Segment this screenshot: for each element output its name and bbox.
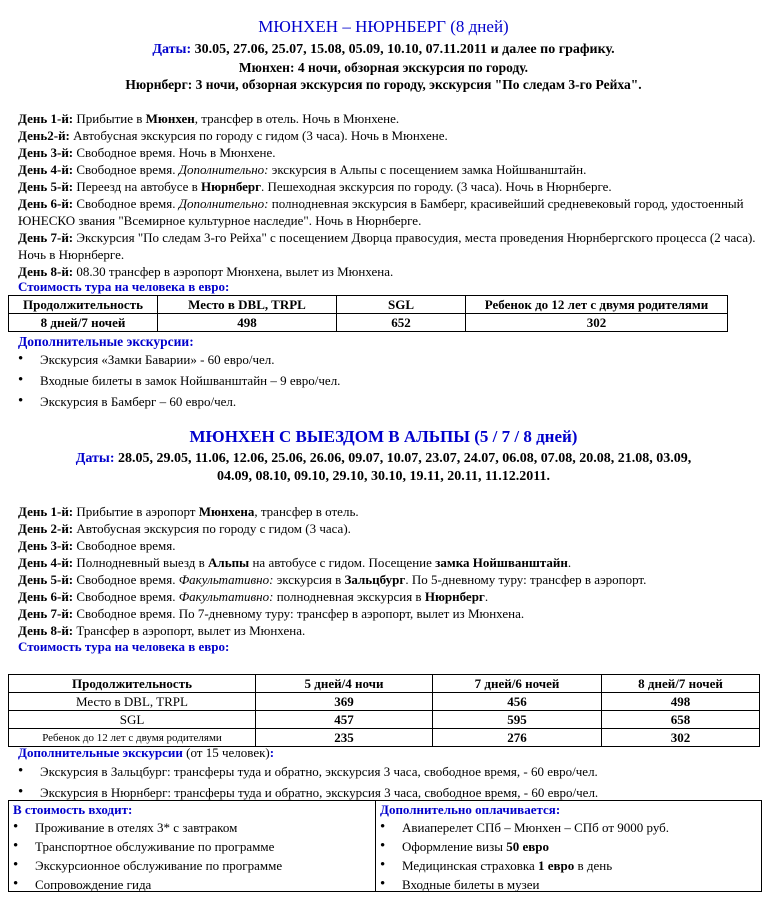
list-item: • Сопровождение гида: [11, 875, 375, 894]
table-cell: 369: [256, 693, 433, 711]
tour2-title: МЮНХЕН С ВЫЕЗДОМ В АЛЬПЫ (5 / 7 / 8 дней): [189, 427, 578, 446]
table-cell: Ребенок до 12 лет с двумя родителями: [9, 729, 256, 747]
day-label: День2-й:: [18, 128, 70, 143]
table-cell: 652: [337, 314, 466, 332]
tour2-price-table: [8, 674, 760, 747]
day-label: День 5-й:: [18, 179, 74, 194]
list-item: • Экскурсия в Нюрнберг: трансферы туда и обратно, экскурсия 3 часа, свободное время, - 60 евро/чел.: [16, 782, 598, 803]
table-header-row: [9, 296, 728, 314]
additional-box: [375, 800, 762, 892]
table-header-cell: Продолжительность: [9, 675, 256, 693]
italic-text: Дополнительно:: [178, 196, 269, 211]
tour2-dates: [0, 449, 767, 468]
itinerary-day: День 3-й: Свободное время. Ночь в Мюнхене.: [18, 145, 276, 160]
tour1-price-label: Стоимость тура на человека в евро:: [18, 279, 230, 294]
day-label: День 7-й:: [18, 230, 74, 245]
tour1-extras-list: [16, 349, 340, 412]
bold-text: Зальцбург: [344, 572, 406, 587]
table-header-cell: Продолжительность: [9, 296, 158, 314]
bold-text: замка Нойшванштайн: [435, 555, 568, 570]
tour1-nuremberg-line: Нюрнберг: 3 ночи, обзорная экскурсия по городу, экскурсия "По следам 3-го Рейха".: [125, 77, 642, 92]
tour2-dates-line2: 04.09, 08.10, 09.10, 29.10, 30.10, 19.11, 20.11, 11.12.2011.: [217, 469, 550, 484]
table-row: [9, 693, 760, 711]
list-item: • Экскурсия «Замки Баварии» - 60 евро/чел.: [16, 349, 340, 370]
day-label: День 8-й:: [18, 264, 74, 279]
table-header-cell: 7 дней/6 ночей: [433, 675, 602, 693]
tour2-dates-label: Даты:: [75, 451, 115, 466]
table-header-row: [9, 675, 760, 693]
bold-text: Нюрнберг: [424, 589, 485, 604]
included-label: В стоимость входит:: [13, 802, 133, 817]
itinerary-day: День 4-й: Полнодневный выезд в Альпы на автобусе с гидом. Посещение замка Нойшванштайн.: [18, 555, 572, 570]
list-item: • Экскурсионное обслуживание по программе: [11, 856, 375, 875]
table-cell: 8 дней/7 ночей: [9, 314, 158, 332]
table-cell: 498: [602, 693, 760, 711]
table-cell: 302: [602, 729, 760, 747]
day-label: День 6-й:: [18, 196, 74, 211]
bold-text: Мюнхена: [198, 504, 255, 519]
tour1-itinerary: [18, 110, 758, 280]
itinerary-day: День 5-й: Переезд на автобусе в Нюрнберг. Пешеходная экскурсия по городу. (3 часа). Ночь в Нюрнберге.: [18, 179, 612, 194]
list-item: • Экскурсия в Зальцбург: трансферы туда и обратно, экскурсия 3 часа, свободное время, - 60 евро/чел.: [16, 761, 598, 782]
table-cell: 456: [433, 693, 602, 711]
tour2-extra-colon: :: [269, 745, 275, 760]
itinerary-day: День 8-й: Трансфер в аэропорт, вылет из Мюнхена.: [18, 623, 306, 638]
bold-text: Альпы: [208, 555, 250, 570]
table-cell: 595: [433, 711, 602, 729]
tour1-title: МЮНХЕН – НЮРНБЕРГ (8 дней): [258, 17, 509, 36]
day-label: День 4-й:: [18, 162, 74, 177]
italic-text: Дополнительно:: [178, 162, 269, 177]
itinerary-day: День 8-й: 08.30 трансфер в аэропорт Мюнхена, вылет из Мюнхена.: [18, 264, 394, 279]
tour2-extra-note: (от 15 человек): [182, 745, 270, 760]
itinerary-day: День 5-й: Свободное время. Факультативно: экскурсия в Зальцбург. По 5-дневному туру: трансфер в аэропорт.: [18, 572, 647, 587]
itinerary-day: День 1-й: Прибытие в аэропорт Мюнхена, трансфер в отель.: [18, 504, 359, 519]
italic-text: Факультативно:: [178, 572, 274, 587]
tour2-price-label: Стоимость тура на человека в евро:: [18, 639, 230, 654]
itinerary-day: День 7-й: Свободное время. По 7-дневному туру: трансфер в аэропорт, вылет из Мюнхена.: [18, 606, 525, 621]
table-row: [9, 729, 760, 747]
itinerary-day: День 7-й: Экскурсия "По следам 3-го Рейха" с посещением Дворца правосудия, места проведения Нюрнбергского процесса (2 часа). Ночь в Нюрнберге.: [18, 230, 756, 262]
itinerary-day: День 4-й: Свободное время. Дополнительно: экскурсия в Альпы с посещением замка Нойшванштайн.: [18, 162, 587, 177]
bold-text: Нюрнберг: [201, 179, 262, 194]
table-cell: 457: [256, 711, 433, 729]
day-label: День 3-й:: [18, 538, 74, 553]
tour1-dates: [0, 40, 767, 59]
table-header-cell: 8 дней/7 ночей: [602, 675, 760, 693]
itinerary-day: День2-й: Автобусная экскурсия по городу с гидом (3 часа). Ночь в Мюнхене.: [18, 128, 448, 143]
additional-label: Дополнительно оплачивается:: [380, 802, 561, 817]
bold-text: 50 евро: [506, 839, 550, 854]
list-item: • Проживание в отелях 3* с завтраком: [11, 818, 375, 837]
table-cell: Место в DBL, TRPL: [9, 693, 256, 711]
itinerary-day: День 1-й: Прибытие в Мюнхен, трансфер в отель. Ночь в Мюнхене.: [18, 111, 400, 126]
table-row: [9, 711, 760, 729]
additional-list: [376, 818, 761, 894]
table-cell: 276: [433, 729, 602, 747]
day-label: День 2-й:: [18, 521, 74, 536]
list-item: • Оформление визы 50 евро: [378, 837, 761, 856]
day-label: День 5-й:: [18, 572, 74, 587]
table-header-cell: 5 дней/4 ночи: [256, 675, 433, 693]
table-cell: SGL: [9, 711, 256, 729]
list-item: • Медицинская страховка 1 евро в день: [378, 856, 761, 875]
table-cell: 658: [602, 711, 760, 729]
day-label: День 6-й:: [18, 589, 74, 604]
day-label: День 7-й:: [18, 606, 74, 621]
bold-text: Мюнхен: [145, 111, 195, 126]
list-item: • Входные билеты в музеи: [378, 875, 761, 894]
day-label: День 3-й:: [18, 145, 74, 160]
itinerary-day: День 2-й: Автобусная экскурсия по городу с гидом (3 часа).: [18, 521, 351, 536]
table-cell: 235: [256, 729, 433, 747]
bold-text: 1 евро: [537, 858, 575, 873]
table-header-cell: Место в DBL, TRPL: [158, 296, 337, 314]
italic-text: Факультативно:: [178, 589, 274, 604]
day-label: День 1-й:: [18, 504, 74, 519]
itinerary-day: День 6-й: Свободное время. Факультативно: полнодневная экскурсия в Нюрнберг.: [18, 589, 489, 604]
included-list: [9, 818, 375, 894]
day-label: День 8-й:: [18, 623, 74, 638]
included-box: [8, 800, 376, 892]
table-row: [9, 314, 728, 332]
list-item: • Экскурсия в Бамберг – 60 евро/чел.: [16, 391, 340, 412]
day-label: День 1-й:: [18, 111, 74, 126]
table-header-cell: SGL: [337, 296, 466, 314]
tour1-dates-value: 30.05, 27.06, 25.07, 15.08, 05.09, 10.10, 07.11.2011 и далее по графику.: [191, 42, 615, 57]
table-cell: 302: [466, 314, 728, 332]
tour2-itinerary: [18, 503, 758, 639]
list-item: • Транспортное обслуживание по программе: [11, 837, 375, 856]
tour2-extra-label: Дополнительные экскурсии: [18, 745, 183, 760]
list-item: • Входные билеты в замок Нойшванштайн – 9 евро/чел.: [16, 370, 340, 391]
tour1-dates-label: Даты:: [152, 42, 192, 57]
day-label: День 4-й:: [18, 555, 74, 570]
tour2-dates-line1: 28.05, 29.05, 11.06, 12.06, 25.06, 26.06, 09.07, 10.07, 23.07, 24.07, 06.08, 07.08, 20.08, 21.08, 03.09,: [114, 451, 692, 466]
itinerary-day: День 6-й: Свободное время. Дополнительно: полнодневная экскурсия в Бамберг, красивейший средневековый город, удостоенный ЮНЕСКО звания "Всемирное культурное наследие". Ночь в Нюрнберге.: [18, 196, 744, 228]
tour1-price-table: [8, 295, 728, 332]
itinerary-day: День 3-й: Свободное время.: [18, 538, 176, 553]
tour1-munich-line: Мюнхен: 4 ночи, обзорная экскурсия по городу.: [238, 60, 529, 75]
table-cell: 498: [158, 314, 337, 332]
tour1-extra-label: Дополнительные экскурсии:: [18, 334, 194, 349]
table-header-cell: Ребенок до 12 лет с двумя родителями: [466, 296, 728, 314]
list-item: • Авиаперелет СПб – Мюнхен – СПб от 9000 руб.: [378, 818, 761, 837]
tour2-extras-list: [16, 761, 598, 803]
tour2-extra-heading: [18, 745, 274, 761]
